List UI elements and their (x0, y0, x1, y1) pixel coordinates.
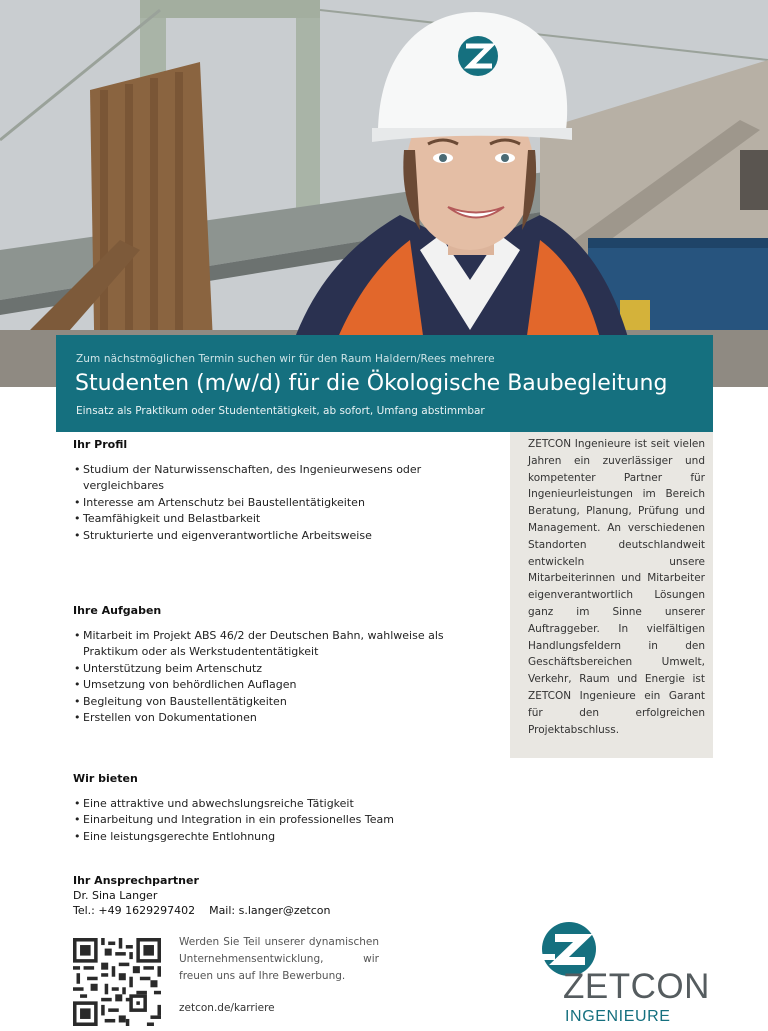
contact-line (73, 903, 331, 918)
section-profil (73, 437, 503, 544)
title-band (56, 335, 713, 432)
contact-mail[interactable]: Mail: s.langer@zetcon (209, 904, 331, 917)
list-item: • Begleitung von Baustellentätigkeiten (73, 694, 493, 711)
section-bieten (73, 771, 503, 845)
list-item: • Einarbeitung und Integration in ein professionelles Team (73, 812, 503, 829)
bieten-list (73, 796, 503, 846)
list-item: • Teamfähigkeit und Belastbarkeit (73, 511, 503, 528)
list-item: • Unterstützung beim Artenschutz (73, 661, 493, 678)
section-heading: Ihr Profil (73, 438, 128, 451)
list-item: • Eine leistungsgerechte Entlohnung (73, 829, 503, 846)
job-subtitle: Einsatz als Praktikum oder Studententätigkeit, ab sofort, Umfang abstimmbar (76, 405, 485, 417)
career-link[interactable]: zetcon.de/karriere (179, 1002, 275, 1014)
job-title: Studenten (m/w/d) für die Ökologische Baubegleitung (75, 371, 668, 396)
list-item: • Strukturierte und eigenverantwortliche Arbeitsweise (73, 528, 503, 545)
section-heading: Wir bieten (73, 772, 138, 785)
logo-wordmark: ZETCON (563, 967, 710, 1006)
aufgaben-list (73, 628, 493, 727)
contact-block (73, 873, 331, 918)
list-item: • Mitarbeit im Projekt ABS 46/2 der Deutschen Bahn, wahlweise als Praktikum oder als Werkstudententätigkeit (73, 628, 493, 661)
list-item: • Erstellen von Dokumentationen (73, 710, 493, 727)
qr-code-icon[interactable] (73, 938, 161, 1026)
list-item: • Eine attraktive und abwechslungsreiche Tätigkeit (73, 796, 503, 813)
company-description: ZETCON Ingenieure ist seit vielen Jahren ein zuverlässiger und kompetenter Partner für Ingenieurleistungen im Bereich Beratung, Planung, Prüfung und Management. An verschiedenen Standorten deutschlandweit entwickeln unsere Mitarbeiterinnen und Mitarbeiter eigenverantwortlich Lösungen ganz im Sinne unserer Auftraggeber. In vielfältigen Handlungsfeldern in den Geschäftsbereichen Umwelt, Verkehr, Raum und Energie ist ZETCON Ingenieure ein Garant für den erfolgreichen Projektabschluss. (528, 438, 705, 736)
construction-site-illustration (0, 0, 768, 387)
profil-list (73, 462, 503, 545)
list-item: • Interesse am Artenschutz bei Baustellentätigkeiten (73, 495, 503, 512)
list-item: • Studium der Naturwissenschaften, des Ingenieurwesens oder vergleichbares (73, 462, 503, 495)
section-heading: Ihre Aufgaben (73, 604, 162, 617)
title-kicker: Zum nächstmöglichen Termin suchen wir für den Raum Haldern/Rees mehrere (76, 353, 495, 365)
contact-heading: Ihr Ansprechpartner (73, 874, 199, 887)
application-cta: Werden Sie Teil unserer dynamischen Unternehmensentwicklung, wir freuen uns auf Ihre Bewerbung. (179, 936, 379, 982)
list-item: • Umsetzung von behördlichen Auflagen (73, 677, 493, 694)
hero-photo (0, 0, 768, 387)
company-info-box (510, 432, 713, 758)
section-aufgaben (73, 603, 493, 727)
contact-phone[interactable]: Tel.: +49 1629297402 (73, 904, 196, 917)
logo-subline: INGENIEURE (565, 1008, 671, 1025)
contact-name: Dr. Sina Langer (73, 889, 158, 902)
